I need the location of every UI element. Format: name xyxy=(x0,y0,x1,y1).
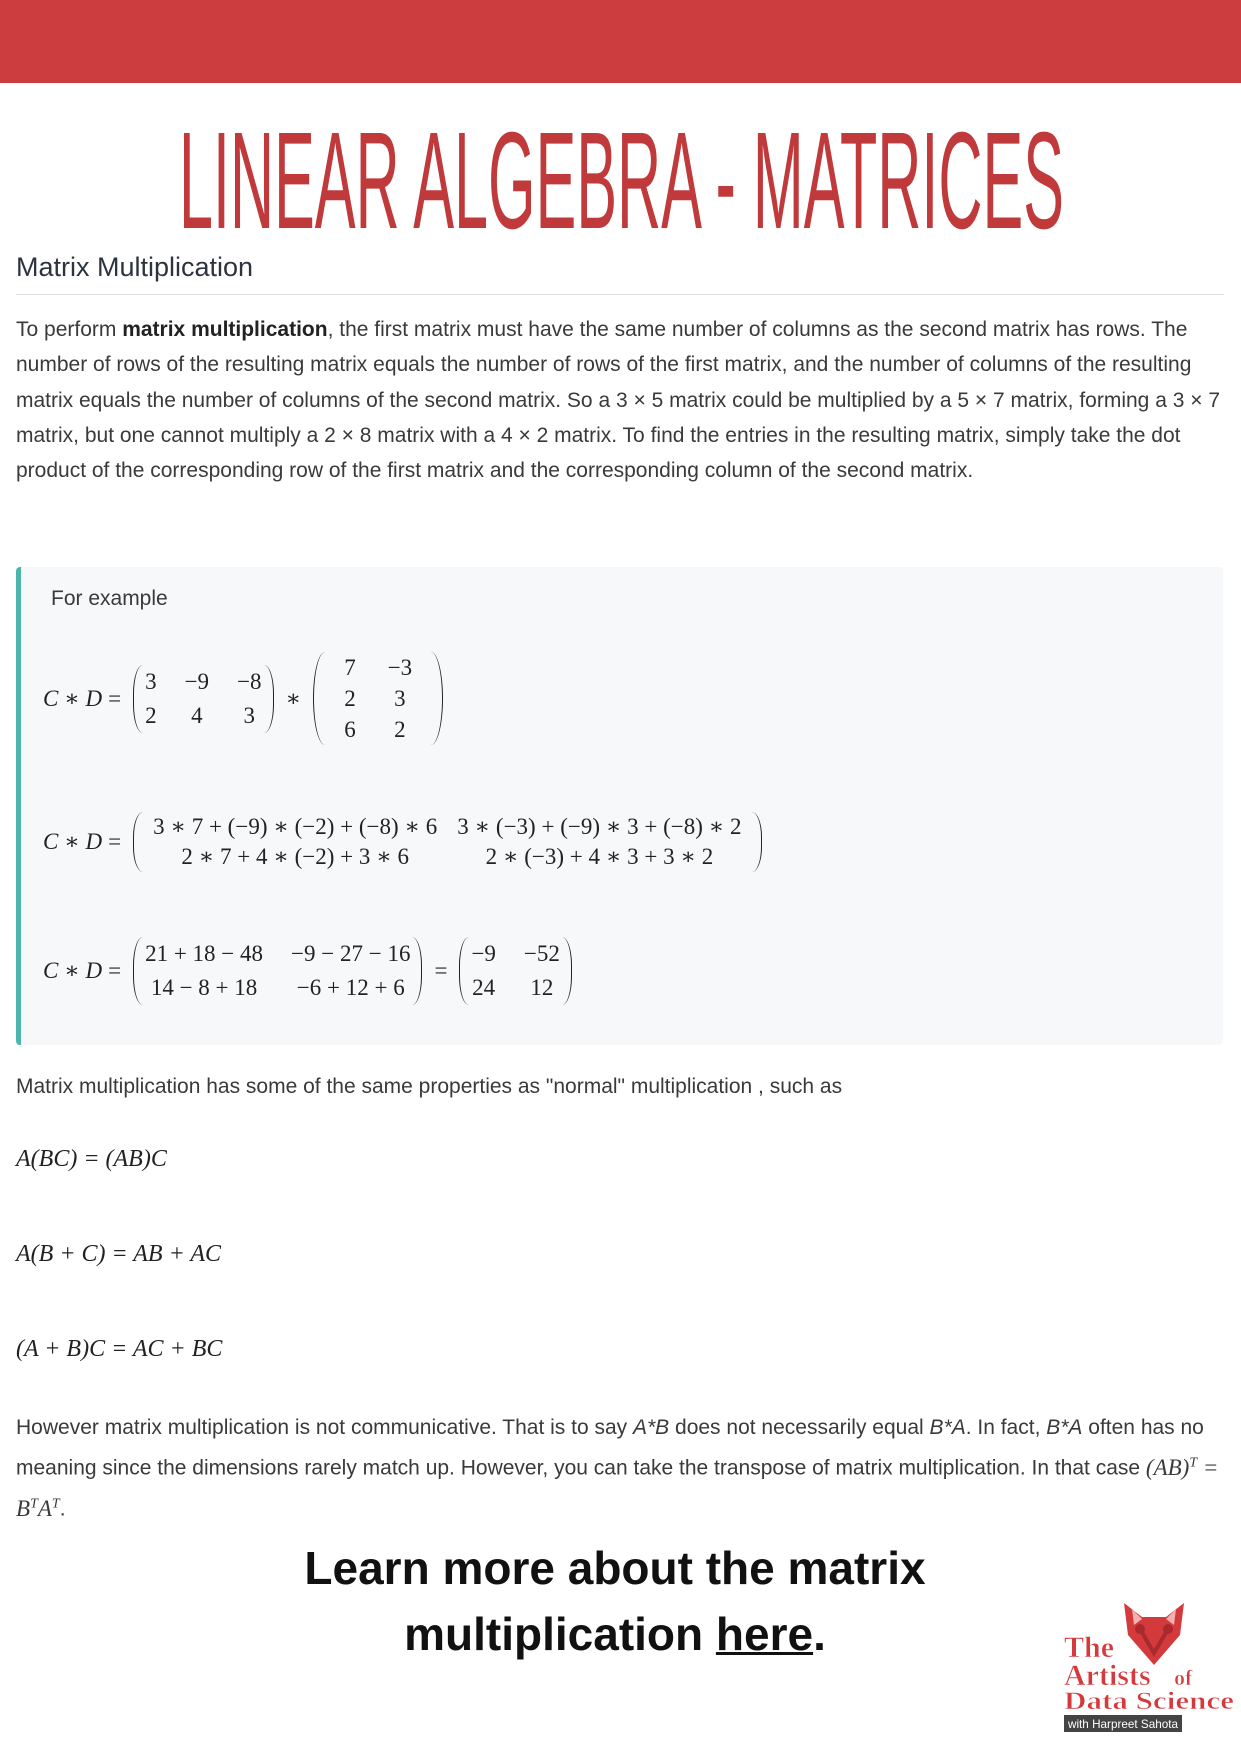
matrix-cell: −3 xyxy=(387,655,413,680)
matrix-cell: 3 xyxy=(145,668,157,694)
matrix-cell: 2 xyxy=(145,702,157,728)
intro-text-rest: , the first matrix must have the same number of columns as the second matrix has rows. The number of rows of the resulting matrix equals the number of rows of the first matrix, and the number of columns of the resulting matrix equals the number of columns of the second matrix. So a 3 × 5 matrix could be multiplied by a 5 × 7 matrix, forming a 3 × 7 matrix, but one cannot multiply a 2 × 8 matrix with a 4 × 2 matrix. To find the entries in the resulting matrix, simply take the dot product of the corresponding row of the first matrix and the corresponding column of the second matrix. xyxy=(16,318,1221,483)
math-ab: A*B xyxy=(633,1416,670,1439)
matrix-sums xyxy=(133,937,422,1005)
intro-bold: matrix multiplication xyxy=(122,318,328,341)
divider xyxy=(16,294,1224,295)
matrix-c xyxy=(133,665,273,733)
matrix-cell: 2 xyxy=(344,686,356,711)
matrix-cell: 2 ∗ 7 + 4 ∗ (−2) + 3 ∗ 6 xyxy=(181,844,409,869)
example-label: For example xyxy=(51,587,168,610)
sup: T xyxy=(1189,1455,1198,1471)
example-callout xyxy=(16,567,1223,1045)
intro-paragraph xyxy=(16,312,1226,488)
property-right-distributive: (A + B)C = AC + BC xyxy=(16,1336,223,1362)
svg-text:The: The xyxy=(1064,1631,1115,1664)
math-ba: B*A xyxy=(929,1416,966,1439)
section-heading: Matrix Multiplication xyxy=(16,252,254,282)
matrix-cell: −9 xyxy=(184,668,210,694)
text: . xyxy=(59,1497,66,1521)
matrix-cell: −8 xyxy=(237,668,262,694)
svg-text:LINEAR ALGEBRA - MATRICES: LINEAR ALGEBRA - MATRICES xyxy=(179,118,1064,238)
matrix-cell: 21 + 18 − 48 xyxy=(145,941,264,966)
equation-1 xyxy=(43,652,449,745)
cta-period: . xyxy=(813,1608,826,1660)
math-ba: B*A xyxy=(1046,1416,1083,1439)
cta-line-2 xyxy=(0,1601,1230,1667)
matrix-cell: 3 xyxy=(394,686,406,711)
lhs: C ∗ D xyxy=(43,829,103,854)
matrix-cell: 2 ∗ (−3) + 4 ∗ 3 + 3 ∗ 2 xyxy=(485,844,714,869)
math: A xyxy=(37,1495,52,1521)
fox-icon xyxy=(1124,1603,1184,1665)
equals: = xyxy=(434,958,448,983)
equals: = xyxy=(108,958,122,983)
here-link[interactable]: here xyxy=(715,1608,814,1660)
matrix-cell: 2 xyxy=(394,717,406,742)
matrix-cell: 3 xyxy=(243,702,256,728)
matrix-d xyxy=(313,652,443,745)
equation-3 xyxy=(43,937,578,1005)
svg-text:Artists: Artists xyxy=(1064,1659,1151,1692)
brand-logo xyxy=(1062,1595,1237,1745)
matrix-cell: 3 ∗ (−3) + (−9) ∗ 3 + (−8) ∗ 2 xyxy=(457,814,742,839)
top-banner xyxy=(0,0,1241,83)
properties-intro: Matrix multiplication has some of the same properties as "normal" multiplication , such as xyxy=(16,1075,843,1098)
matrix-cell: −6 + 12 + 6 xyxy=(296,975,405,1000)
call-to-action xyxy=(0,1535,1230,1667)
matrix-cell: 6 xyxy=(344,717,356,742)
matrix-cell: 24 xyxy=(472,975,496,1000)
intro-text: To perform xyxy=(16,318,123,341)
matrix-cell: 7 xyxy=(344,655,356,680)
matrix-cell: 3 ∗ 7 + (−9) ∗ (−2) + (−8) ∗ 6 xyxy=(153,814,438,839)
property-left-distributive: A(B + C) = AB + AC xyxy=(16,1241,222,1267)
matrix-expanded xyxy=(133,812,761,872)
sup: T xyxy=(51,1496,60,1512)
equals: = xyxy=(108,685,122,711)
matrix-result xyxy=(459,937,571,1005)
svg-text:of: of xyxy=(1174,1665,1193,1690)
text: does not necessarily equal xyxy=(669,1416,930,1439)
matrix-cell: 14 − 8 + 18 xyxy=(150,975,258,1000)
commutative-paragraph xyxy=(16,1410,1226,1527)
lhs: C ∗ D xyxy=(43,958,103,983)
text: often has no meaning since the dimensions rarely match up. However, you can take the transpose of matrix multiplication. In that case xyxy=(16,1416,1204,1480)
matrix-cell: 4 xyxy=(191,702,203,728)
matrix-cell: −9 − 27 − 16 xyxy=(291,941,411,966)
times: ∗ xyxy=(285,685,302,711)
svg-text:Data Science: Data Science xyxy=(1064,1688,1234,1715)
math: (AB) xyxy=(1145,1454,1190,1480)
matrix-cell: −9 xyxy=(471,941,496,966)
sup: T xyxy=(30,1496,38,1512)
cta-text: multiplication xyxy=(404,1608,716,1660)
lhs: C ∗ D xyxy=(43,685,103,711)
text: . In fact, xyxy=(965,1416,1047,1439)
cta-line-1: Learn more about the matrix xyxy=(304,1542,926,1594)
matrix-cell: −52 xyxy=(523,941,560,966)
math: = B xyxy=(16,1454,1219,1521)
page-title xyxy=(0,118,1241,238)
property-associative: A(BC) = (AB)C xyxy=(16,1146,167,1172)
matrix-cell: 12 xyxy=(530,975,554,1000)
svg-text:with Harpreet Sahota: with Harpreet Sahota xyxy=(1067,1717,1179,1731)
equation-2 xyxy=(43,812,768,872)
equals: = xyxy=(108,829,122,854)
text: However matrix multiplication is not communicative. That is to say xyxy=(16,1416,633,1439)
